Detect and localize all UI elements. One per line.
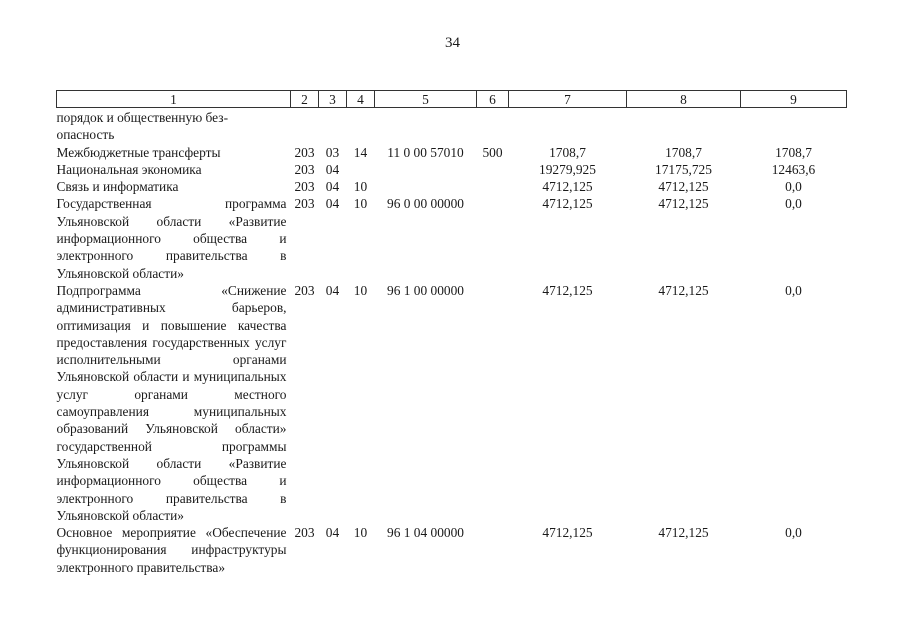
row-col-5 <box>375 178 477 195</box>
row-col-2: 203 <box>294 161 315 177</box>
row-name: Подпрограмма «Снижение административных барьеров, оптимизация и повышение качества предоставления государственных услуг исполнительными органами Ульяновской области и муниципальных услуг органами местного самоуправления муниципальных образований Ульяновской области» государственной программы Ульяновской области «Развитие информационного общества и электронного правительства в Ульяновской области» <box>56 282 287 523</box>
page-number: 34 <box>445 35 460 51</box>
row-col-5: 96 1 00 00000 <box>387 282 464 298</box>
row-col-9: 0,0 <box>785 179 802 195</box>
row-col-8: 4712,125 <box>658 179 709 195</box>
table-row <box>57 195 847 281</box>
row-col-7: 4712,125 <box>542 179 593 195</box>
row-col-2: 203 <box>294 179 315 195</box>
row-col-2: 203 <box>294 282 315 298</box>
row-col-3: 04 <box>325 196 340 212</box>
table-row <box>57 161 847 178</box>
table-body <box>57 108 847 577</box>
row-name: Основное мероприятие «Обеспечение функционирования инфраструктуры электронного правительства» <box>56 525 287 575</box>
row-col-3 <box>319 108 347 144</box>
header-cell-5: 5 <box>375 91 477 108</box>
row-col-9: 12463,6 <box>771 161 816 177</box>
table-row <box>57 524 847 576</box>
row-col-5 <box>375 161 477 178</box>
row-col-7: 1708,7 <box>549 144 586 160</box>
row-col-3: 04 <box>325 161 340 177</box>
row-col-8: 4712,125 <box>658 525 709 541</box>
row-col-8: 17175,725 <box>655 161 712 177</box>
row-col-6 <box>477 524 509 576</box>
row-col-4: 10 <box>353 179 368 195</box>
row-name: Межбюджетные трансферты <box>56 144 221 160</box>
budget-table <box>56 90 847 576</box>
row-col-3: 04 <box>325 525 340 541</box>
row-col-7: 4712,125 <box>542 525 593 541</box>
row-col-3: 04 <box>325 179 340 195</box>
row-col-4: 10 <box>353 282 368 298</box>
row-col-6 <box>477 178 509 195</box>
row-col-2: 203 <box>294 144 315 160</box>
table-row <box>57 144 847 161</box>
row-col-6: 500 <box>482 144 503 160</box>
header-cell-6: 6 <box>477 91 509 108</box>
row-col-2: 203 <box>294 196 315 212</box>
row-col-8: 4712,125 <box>658 282 709 298</box>
row-col-4 <box>347 161 375 178</box>
row-col-7: 4712,125 <box>542 282 593 298</box>
row-col-3: 04 <box>325 282 340 298</box>
row-col-8 <box>627 108 741 144</box>
row-col-2 <box>291 108 319 144</box>
row-col-9: 0,0 <box>785 196 802 212</box>
header-cell-3: 3 <box>319 91 347 108</box>
row-col-6 <box>477 161 509 178</box>
row-col-5: 96 1 04 00000 <box>387 525 464 541</box>
header-row <box>57 91 847 108</box>
table-row <box>57 108 847 144</box>
row-col-5: 96 0 00 00000 <box>387 196 464 212</box>
row-name: Государственная программа Ульяновской области «Развитие информационного общества и электронного правительства в Ульяновской области» <box>56 196 287 281</box>
row-col-8: 1708,7 <box>665 144 702 160</box>
row-col-9: 0,0 <box>785 282 802 298</box>
table-row <box>57 282 847 524</box>
row-col-5 <box>375 108 477 144</box>
row-col-4: 14 <box>353 144 368 160</box>
row-name: Национальная экономика <box>56 161 202 177</box>
row-col-7: 4712,125 <box>542 196 593 212</box>
row-col-4: 10 <box>353 525 368 541</box>
row-name: порядок и общественную без- опасность <box>56 110 229 143</box>
row-col-6 <box>477 108 509 144</box>
header-cell-9: 9 <box>741 91 847 108</box>
row-name: Связь и информатика <box>56 179 179 195</box>
row-col-7: 19279,925 <box>539 161 596 177</box>
row-col-2: 203 <box>294 525 315 541</box>
row-col-9 <box>741 108 847 144</box>
table-row <box>57 178 847 195</box>
header-cell-4: 4 <box>347 91 375 108</box>
row-col-4 <box>347 108 375 144</box>
row-col-4: 10 <box>353 196 368 212</box>
header-cell-1: 1 <box>57 91 291 108</box>
row-col-7 <box>509 108 627 144</box>
header-cell-7: 7 <box>509 91 627 108</box>
row-col-9: 0,0 <box>785 525 802 541</box>
row-col-9: 1708,7 <box>775 144 812 160</box>
row-col-6 <box>477 282 509 524</box>
row-col-8: 4712,125 <box>658 196 709 212</box>
row-col-5: 11 0 00 57010 <box>387 144 464 160</box>
header-cell-8: 8 <box>627 91 741 108</box>
header-cell-2: 2 <box>291 91 319 108</box>
row-col-6 <box>477 195 509 281</box>
row-col-3: 03 <box>325 144 340 160</box>
